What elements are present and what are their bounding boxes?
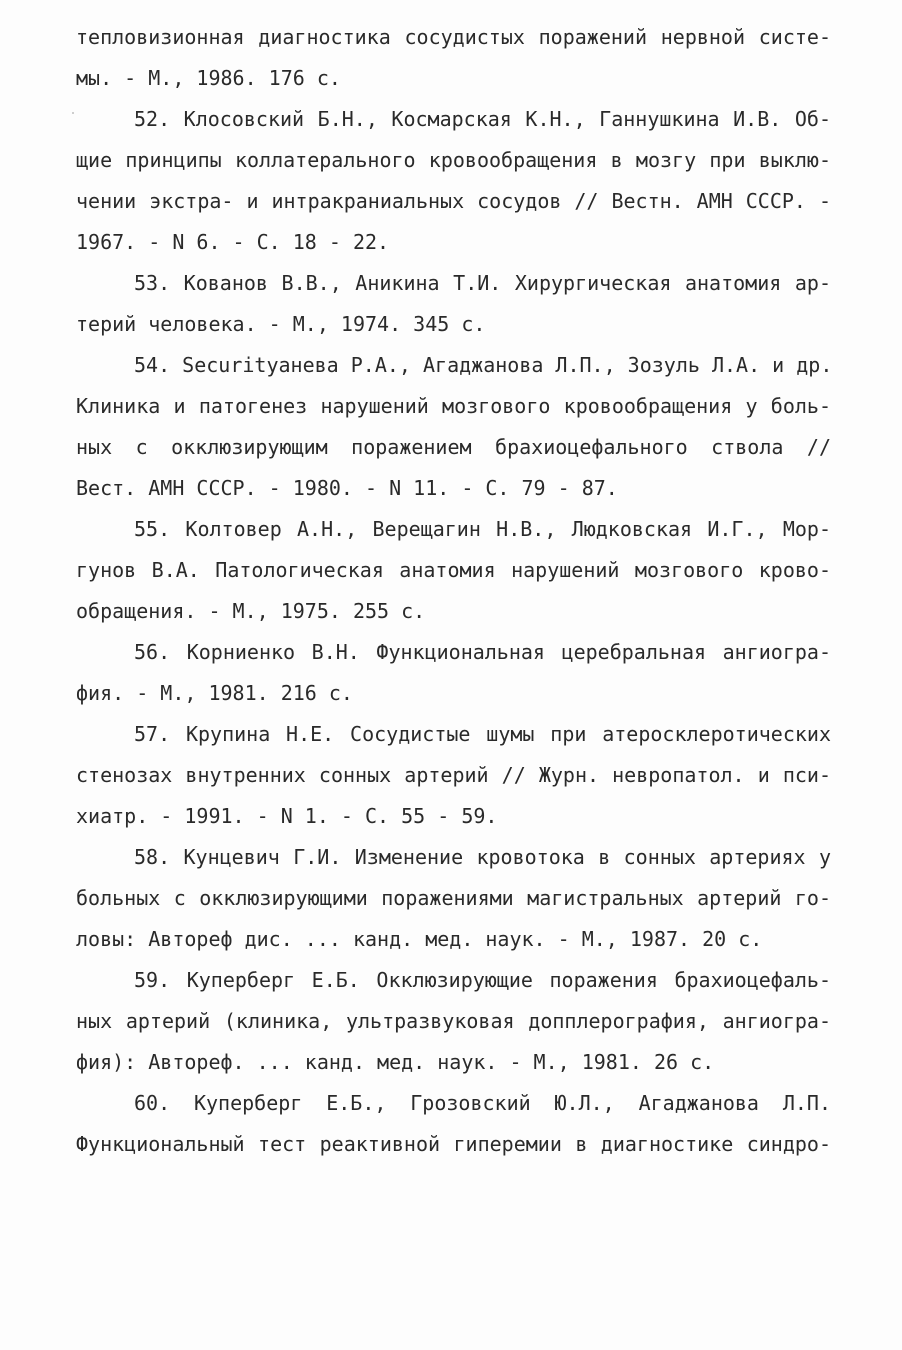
text-line: щие принципы коллатерального кровообращения в мозгу при выклю- <box>76 148 831 172</box>
reference-entry-58: 58. Кунцевич Г.И. Изменение кровотока в сонных артериях у <box>134 845 831 869</box>
reference-entry-55: 55. Колтовер А.Н., Верещагин Н.В., Людковская И.Г., Мор- <box>134 517 831 541</box>
reference-entry-60: 60. Куперберг Е.Б., Грозовский Ю.Л., Агаджанова Л.П. <box>134 1091 831 1115</box>
reference-entry-52: 52. Клосовский Б.Н., Космарская К.Н., Ганнушкина И.В. Об- <box>134 107 831 131</box>
text-line: Клиника и патогенез нарушений мозгового кровообращения у боль- <box>76 394 831 418</box>
reference-entry-54: 54. Securityанева Р.А., Агаджанова Л.П., Зозуль Л.А. и др. <box>134 353 833 377</box>
text-line: ных артерий (клиника, ультразвуковая допплерография, ангиогра- <box>76 1009 831 1033</box>
text-line: мы. - М., 1986. 176 с. <box>76 66 341 90</box>
scan-speck <box>72 112 74 114</box>
text-line: 1967. - N 6. - С. 18 - 22. <box>76 230 390 254</box>
text-line: стенозах внутренних сонных артерий // Журн. невропатол. и пси- <box>76 763 831 787</box>
text-line: терий человека. - М., 1974. 345 с. <box>76 312 486 336</box>
text-line: фия): Автореф. ... канд. мед. наук. - М., 1981. 26 с. <box>76 1050 715 1074</box>
reference-entry-57: 57. Крупина Н.Е. Сосудистые шумы при атеросклеротических <box>134 722 831 746</box>
reference-list <box>76 17 831 1165</box>
text-line: гунов В.А. Патологическая анатомия нарушений мозгового крово- <box>76 558 831 582</box>
reference-entry-56: 56. Корниенко В.Н. Функциональная церебральная ангиогра- <box>134 640 831 664</box>
text-line: тепловизионная диагностика сосудистых поражений нервной систе- <box>76 25 831 49</box>
text-line: Вест. АМН СССР. - 1980. - N 11. - С. 79 - 87. <box>76 476 618 500</box>
text-line: ных с окклюзирующим поражением брахиоцефального ствола // <box>76 435 831 459</box>
reference-entry-53: 53. Кованов В.В., Аникина Т.И. Хирургическая анатомия ар- <box>134 271 831 295</box>
text-line: ловы: Автореф дис. ... канд. мед. наук. - М., 1987. 20 с. <box>76 927 763 951</box>
text-line: фия. - М., 1981. 216 с. <box>76 681 353 705</box>
text-line: обращения. - М., 1975. 255 с. <box>76 599 426 623</box>
text-line: больных с окклюзирующими поражениями магистральных артерий го- <box>76 886 831 910</box>
text-line: Функциональный тест реактивной гиперемии в диагностике синдро- <box>76 1132 831 1156</box>
text-line: хиатр. - 1991. - N 1. - С. 55 - 59. <box>76 804 498 828</box>
reference-entry-59: 59. Куперберг Е.Б. Окклюзирующие поражения брахиоцефаль- <box>134 968 831 992</box>
text-line: чении экстра- и интракраниальных сосудов // Вестн. АМН СССР. - <box>76 189 831 213</box>
